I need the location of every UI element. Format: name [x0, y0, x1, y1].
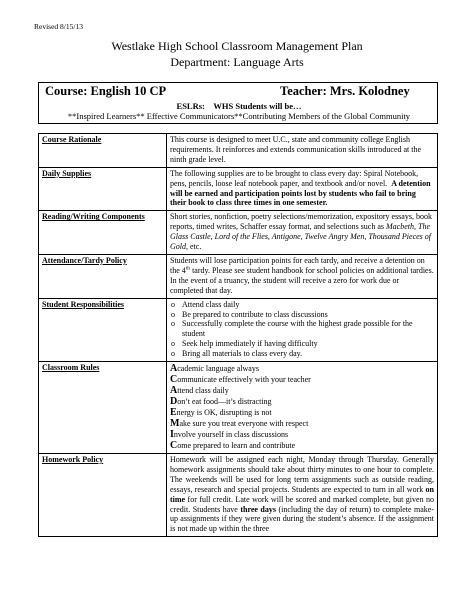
attendance-sup: th	[185, 265, 191, 272]
row-label-responsibilities: Student Responsibilities	[39, 298, 167, 361]
attendance-cell	[167, 254, 438, 298]
eslrs-line	[39, 101, 439, 111]
document-title: Westlake High School Classroom Management Plan	[111, 39, 363, 53]
rule-item: Involve yourself in class discussions	[170, 429, 289, 441]
supplies-detention-note: A detention will be earned and participation points lost by students who fail to bring their book to class three times in one semester.	[170, 178, 431, 208]
reading-cell	[167, 211, 438, 255]
table-row	[39, 362, 438, 454]
homework-on-time: on time	[170, 484, 434, 504]
supplies-text: The following supplies are to be brought to class every day: Spiral Notebook, pens, pencils, loose leaf notebook paper, and textbook and/or novel.	[170, 168, 419, 188]
rule-item: Communicate effectively with your teacher	[170, 374, 311, 386]
table-row	[39, 134, 438, 168]
bullet-icon: o	[171, 349, 175, 359]
homework-cell: Homework will be assigned each night, Monday through Thursday. Generally homework assignments should take about thirty minutes to one hour to complete. The weekends will be used for long term assignments such as outside reading, essays, research and special projects. Students are expected to turn in all work on time for full credit. Late work will be scored and marked complete, but given no credit. Students have three days (including the day of return) to complete make-up assignments if they were given during the student’s absence. If the assignment is not made up within the three	[167, 454, 438, 537]
row-label-attendance: Attendance/Tardy Policy	[39, 254, 167, 298]
rule-item: Don’t eat food—it’s distracting	[170, 396, 272, 408]
row-label-reading: Reading/Writing Components	[39, 211, 167, 255]
list-item: o Attend class daily	[171, 299, 240, 309]
eslrs-text: **Inspired Learners** Effective Communicators**Contributing Members of the Global Community	[67, 111, 411, 121]
table-row	[39, 167, 438, 211]
responsibilities-cell	[167, 298, 438, 361]
bullet-icon: o	[171, 339, 175, 349]
table-row	[39, 254, 438, 298]
eslrs-value: WHS Students will be…	[213, 101, 302, 111]
rationale-text: This course is designed to meet U.C., state and community college English requirements. It reinforces and extends communication skills introduced at the ninth grade level.	[167, 134, 438, 168]
row-label-rules: Classroom Rules	[39, 362, 167, 454]
homework-three-days: three days	[240, 504, 276, 514]
row-label-homework: Homework Policy	[39, 454, 167, 537]
list-item: o Seek help immediately if having difficulty	[171, 339, 318, 349]
eslrs-label: ESLRs:	[176, 101, 205, 111]
row-label-supplies: Daily Supplies	[39, 167, 167, 211]
list-item: o Successfully complete the course with the highest grade possible for the student	[171, 319, 413, 339]
reading-text: Short stories, nonfiction, poetry selections/memorization, expository essays, book reports, timed writes, Schaffer essay format, and selections such as	[170, 212, 432, 232]
course-info-box	[38, 82, 438, 124]
rules-cell	[167, 362, 438, 454]
responsibilities-list	[170, 300, 434, 359]
bullet-icon: o	[171, 299, 175, 309]
list-item: o Be prepared to contribute to class discussions	[171, 309, 328, 319]
reading-titles: Macbeth, The Glass Castle, Lord of the Flies, Antigone, Twelve Angry Men, Thousand Pieces of Gold,	[170, 222, 432, 252]
rule-item: Energy is OK, disrupting is not	[170, 407, 272, 419]
rule-item: Attend class daily	[170, 385, 229, 397]
row-label-rationale: Course Rationale	[39, 134, 167, 168]
table-row	[39, 454, 438, 537]
bullet-icon: o	[171, 309, 175, 319]
list-item: o Bring all materials to class every day.	[171, 349, 303, 359]
rule-item: Make sure you treat everyone with respect	[170, 418, 309, 430]
rule-item: Academic language always	[170, 363, 259, 375]
policy-table	[38, 133, 438, 537]
revised-date: Revised 8/15/13	[34, 22, 83, 31]
course-name: Course: English 10 CP	[45, 84, 167, 98]
table-row	[39, 298, 438, 361]
attendance-text-a: Students will lose participation points for each tardy, and receive a detention on the 4	[170, 255, 425, 275]
teacher-name: Teacher: Mrs. Kolodney	[280, 84, 410, 98]
table-row	[39, 211, 438, 255]
supplies-cell	[167, 167, 438, 211]
attendance-text-b: tardy. Please see student handbook for school policies on additional tardies. In the event of a truancy, the student will receive a zero for work due or completed that day.	[170, 265, 434, 295]
bullet-icon: o	[171, 319, 175, 329]
reading-tail: etc.	[190, 242, 202, 252]
department-line: Department: Language Arts	[170, 55, 304, 69]
rule-item: Come prepared to learn and contribute	[170, 440, 296, 452]
